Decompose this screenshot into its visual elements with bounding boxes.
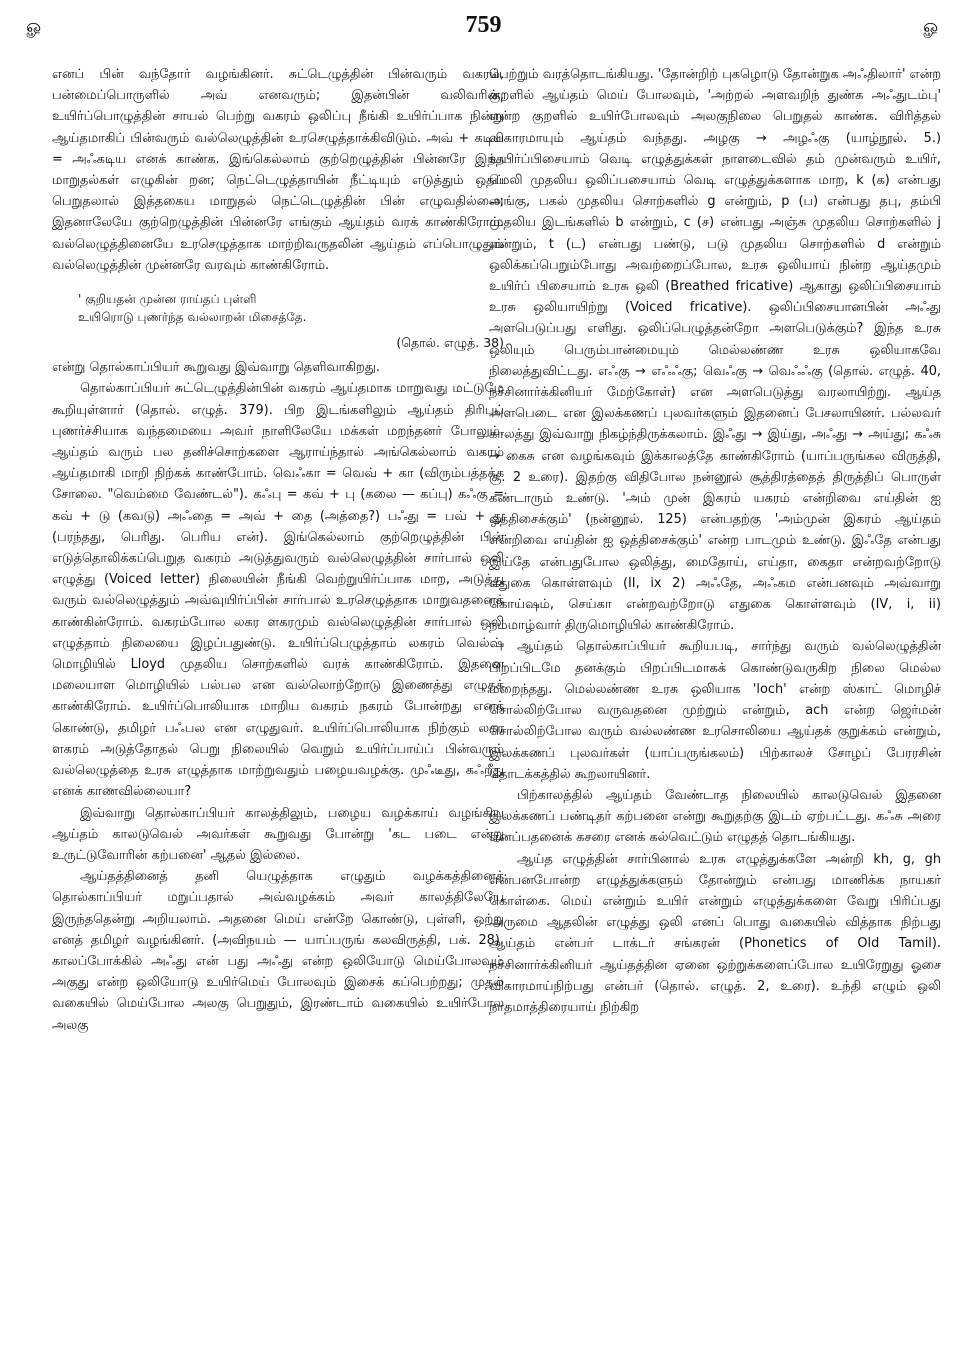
right-paragraph-4: ஆய்த எழுத்தின் சார்பினால் உரசு எழுத்துக்களே அன்றி kh, g, gh என்பனபோன்ற எழுத்துக்களும் தோன்றும் என்பது மாணிக்க நாயகர் கொள்கை. மெய் என்றும் உயிர் என்றும் எழுத்துக்களை வேறு பிரிப்பது அருமை ஆதலின் எழுத்து ஒலி எனப் பொது வகையில் வித்தாக நிற்பது ஆய்தம் என்பர் டாக்டர் சங்கரன் (Phonetics of Old Tamil). நச்சினார்க்கினியர் ஆய்தத்தின ஏனை ஒற்றுக்களைப்போல உயிரேறுது ஓசை விகாரமாய்நிற்பது என்பர் (தொல். எழுத். 2, உரை). உந்தி எழும் ஒலி நாதமாத்திரையாய் நிற்கிற	[489, 851, 941, 1015]
verse-citation: (தொல். எழுத். 38)	[396, 335, 504, 351]
left-paragraph-1: எனப் பின் வந்தோர் வழங்கினர். சுட்டெழுத்தின் பின்வரும் வகரம், பன்மைப்பொருளில் அவ் எனவரும்; இதன்பின் வலிவரின், உயிர்ப்பொழுத்தின் சாயல் பெற்று வகரம் ஒலிப்பு நீங்கி உயிர்ப்பாக நின்று ஆய்தமாகிப் பின்வரும் வல்லெழுத்தின் உரசெழுத்தாக்கிவிடும். அவ் + கடிய = அஃகடிய எனக் காண்க. இங்கெல்லாம் குற்றெழுத்தின் பின்னரே இந்த மாறுதல்கள் எழுகின் றன; நெட்டெழுத்தாயின் நீட்டியும் எடுத்தும் ஒதப் பெறுதலால் இத்தகைய மாறுதல் நெட்டெழுத்தின் பின் எழுவதில்லை; இதனாலேயே குற்றெழுத்தின் பின்னரே எங்கும் ஆய்தம் வரக் காண்கிரோம். வல்லெழுத்தினையே உரசெழுத்தாக மாற்றிவருதலின் ஆய்தம் எப்பொழுதும் வல்லெழுத்தின் முன்னரே வரவும் காண்கிரோம்.	[52, 67, 504, 273]
right-paragraph-3: பிற்காலத்தில் ஆய்தம் வேண்டாத நிலையில் காலடுவெல் இதனை இலக்கணப் பண்டிதர் கற்பனை என்று கூறுதற்கு இடம் ஏற்பட்டது. கஃசு அரை எனப்பதனைக் கசரை எனக் கல்வெட்டும் எழுதத் தொடங்கியது.	[489, 787, 941, 846]
left-paragraph-5: ஆய்தத்தினைத் தனி யெழுத்தாக எழுதும் வழக்கத்தினைத் தொல்காப்பியர் மறுப்பதால் அவ்வழக்கம் அவர் காலத்திலேயே இருந்ததென்று அறியலாம். அதனை மெய் என்றே கொண்டு, புள்ளி, ஒற்று எனத் தமிழர் வழங்கினர். (அவிநயம் — யாப்பருங் கலவிருத்தி, பக். 28). காலப்போக்கில் அஃது என் பது அஃது என்ற ஒலியோடு மெய்போலவும் அகுது என்ற ஒலியோடு உயிர்மெய் போலவும் இசைக் கப்பெற்றது; முதல் வகையில் மெய்போல அலகு பெறுதும், இரண்டாம் வகையில் உயிர்போல அலகு	[52, 869, 504, 1033]
om-symbol-right-icon: ௐ	[923, 16, 941, 37]
om-symbol-left-icon: ௐ	[26, 16, 44, 37]
right-paragraph-1: பெற்றும் வரத்தொடங்கியது. 'தோன்றிற் புகழொடு தோன்றுக அஃதிலார்' என்ற குறளில் ஆய்தம் மெய் போலவும், 'அற்றல் அளவறிந் துண்க அஃதுடம்பு' என்ற குறளில் உயிர்போலவும் அலகுநிலை பெறுதல் காண்க. விரித்தல் விகாரமாயும் ஆய்தம் வந்தது. அழகு → அழஃகு (யாழ்நூல். 5.) உயிர்ப்பிசையாம் வெடி எழுத்துக்கள் நாளடைவில் தம் முன்வரும் உயிர், மெலி முதலிய ஒலிப்பசையாம் வெடி எழுத்துக்களாக மாற, k (க) என்பது அங்கு, பகல் முதலிய சொற்களில் g என்றும், p (ப) என்பது தபு, தம்பி முதலிய இடங்களில் b என்றும், c (ச) என்பது அஞ்சு முதலிய சொற்களில் j என்றும், t (ட) என்பது பண்டு, படு முதலிய சொற்களில் d என்றும் ஒலிக்கப்பெறும்போது அவற்றைப்போல, உரசு ஒலியாய் நின்ற ஆய்தமும் உயிர்ப் பிசையாம் உரசு ஒலி (Breathed fricative) ஆகாது ஒலிப்பிசையாம் உரசு ஒலியாயிற்று (Voiced fricative). ஒலிப்பிசையானபின் அஃது அளபெடுப்பது எளிது. ஒலிப்பெழுத்தன்றோ அளபெடுக்கும்? இந்த உரசு ஒலியும் பெரும்பான்மையும் மெல்லண்ண உரசு ஒலியாகவே நிலைத்துவிட்டது. எஃகு → எஃஃகு; வெஃகு → வெஃஃகு (தொல். எழுத். 40, நச்சினார்க்கினியர் மேற்கோள்) என அளபெடுத்து வரலாயிற்று. ஆய்த அளபெடை என இலக்கணப் புலவர்களும் இதனைப் பேசலாயினர். பல்லவர் காலத்து இவ்வாறு நிகழ்ந்திருக்கலாம். இஃது → இய்து, அஃது → அய்து; கஃசு → கைசு என வழங்கவும் இக்காலத்தே காண்கிரோம் (யாப்பருங்கல விருத்தி, சூ. 2 உரை). இதற்கு விதிபோல நன்னூல் சூத்திரத்தைத் திருத்திப் பொருள் கண்டாரும் உண்டு. 'அம் முன் இகரம் யகரம் என்றிவை எய்தின் ஐ ஒத்திசைக்கும்' (நன்னூல். 125) என்பதற்கு 'அம்முன் இகரம் ஆய்தம் என்றிவை எய்தின் ஐ ஒத்திசைக்கும்' என்ற பாடமும் உண்டு. இஃதே என்பது இய்தே என்பதுபோல ஒலித்து, மைதோய், எய்தா, கைதா என்றவற்றோடு எதுகை கொள்ளவும் (II, ix 2) அஃதே, அஃகம என்பனவும் அவ்வாறு கொய்ஷம், செய்கா என்றவற்றோடு எதுகை கொள்ளவும் (IV, i, ii) நம்மாழ்வார் திருமொழியில் காண்கிரோம்.	[489, 67, 941, 634]
right-paragraph-2: ஆய்தம் தொல்காப்பியர் கூறியபடி, சார்ந்து வரும் வல்லெழுத்தின் பிறப்பிடமே தனக்கும் பிறப்பிடமாகக் கொண்டுவருகிற நிலை மெல்ல மறைந்தது. மெல்லண்ண உரசு ஒலியாக 'loch' என்ற ஸ்காட் மொழிச் சொல்லிற்போல வருவதனை முற்றும் என்றும், ach என்ற ஜெர்மன் சொல்லிற்போல வரும் வல்லண்ண உரசொலியை ஆய்தக் குறுக்கம் என்றும், இலக்கணப் புலவர்கள் (யாப்பருங்கலம்) பிற்காலச் சோழப் பேரரசின் தொடக்கத்தில் கூறலாயினர்.	[489, 639, 941, 782]
verse-line-2: உயிரொடு புணர்ந்த வல்லாறன் மிசைத்தே.	[78, 310, 307, 325]
left-paragraph-4: இவ்வாறு தொல்காப்பியர் காலத்திலும், பழைய வழக்காய் வழங்கிய ஆய்தம் காலடுவெல் அவர்கள் கூறுவது போன்று 'கட படை என்று உருட்டுவோரின் கற்பனை' ஆதல் இல்லை.	[52, 805, 504, 863]
left-column	[52, 64, 504, 1036]
right-column	[489, 64, 941, 1018]
page-number: 759	[465, 12, 502, 38]
left-paragraph-3: தொல்காப்பியர் சுட்டெழுத்தின்பின் வகரம் ஆய்தமாக மாறுவது மட்டுமே கூறியுள்ளார் (தொல். எழுத். 379). பிற இடங்களிலும் ஆய்தம் திரிபுப் புணர்ச்சியாக வந்தமையை அவர் நாளிலேயே மக்கள் மறந்தனர் போலும். ஆய்தம் வரும் பல தனிச்சொற்களை ஆராய்ந்தால் அங்கெல்லாம் வகரம் ஆய்தமாகி மாறி நிற்கக் காண்போம். வெஃகா = வெவ் + கா (விரும்பத்தக்க சோலை. "வெம்மை வேண்டல்"). கஃபு = கவ் + பு (கலை — கப்பு) கஃகு = கவ் + டு (கவடு) அஃதை = அவ் + தை (அத்தை?) பஃது = பவ் + து (பரந்தது, பெரிது. பெரிய என்). இங்கெல்லாம் குற்றெழுத்தின் பின் எடுத்தொலிக்கப்பெறுத வகரம் அடுத்துவரும் வல்லெழுத்தின் சார்பால் ஒலி எழுத்து (Voiced letter) நிலையின் நீங்கி வெற்றுயிர்ப்பாக மாற, அடுத்து வரும் வல்லெழுத்தும் அவ்வுயிர்ப்பின் சார்பால் உரசெழுத்தாக மாறுவதனைக் காண்கின்ரோம். வகரம்போல லகர ளகரமும் வல்லெழுத்தின் சார்பால் ஒலி எழுத்தாம் நிலையை இழப்பதுண்டு. உயிர்ப்பெழுத்தாம் லகரம் வெல்ஷ் மொழியில் Lloyd முதலிய சொற்களில் வரக் காண்கிரோம். இதனை மலையாள மொழியில் பல்பல என வல்லொற்றோடு இணைத்து எழுதக் காண்கிரோம். உயிர்ப்பொலியாக மாறிய வகரம் நகரம் போன்றது எனக் கொண்டு, தமிழர் பஃபல என எழுதுவர். உயிர்ப்பொலியாக நிற்கும் லகர ளகரம் அடுத்தோதல் பெறு நிலையில் வெறும் உயிர்ப்பாய்ப் பின்வரும் வல்லெழுத்தை உரசு எழுத்தாக மாற்றுவதும் பழையவழக்கு. முஃடீது, கஃறீது எனக் காணவில்லையா?	[52, 381, 504, 800]
page-header	[26, 12, 941, 46]
verse-quotation	[78, 290, 504, 326]
left-paragraph-2: என்று தொல்காப்பியர் கூறுவது இவ்வாறு தெளிவாகிறது.	[52, 360, 381, 376]
verse-line-1: ' குறியதன் முன்ன ராய்தப் புள்ளி	[78, 292, 257, 307]
